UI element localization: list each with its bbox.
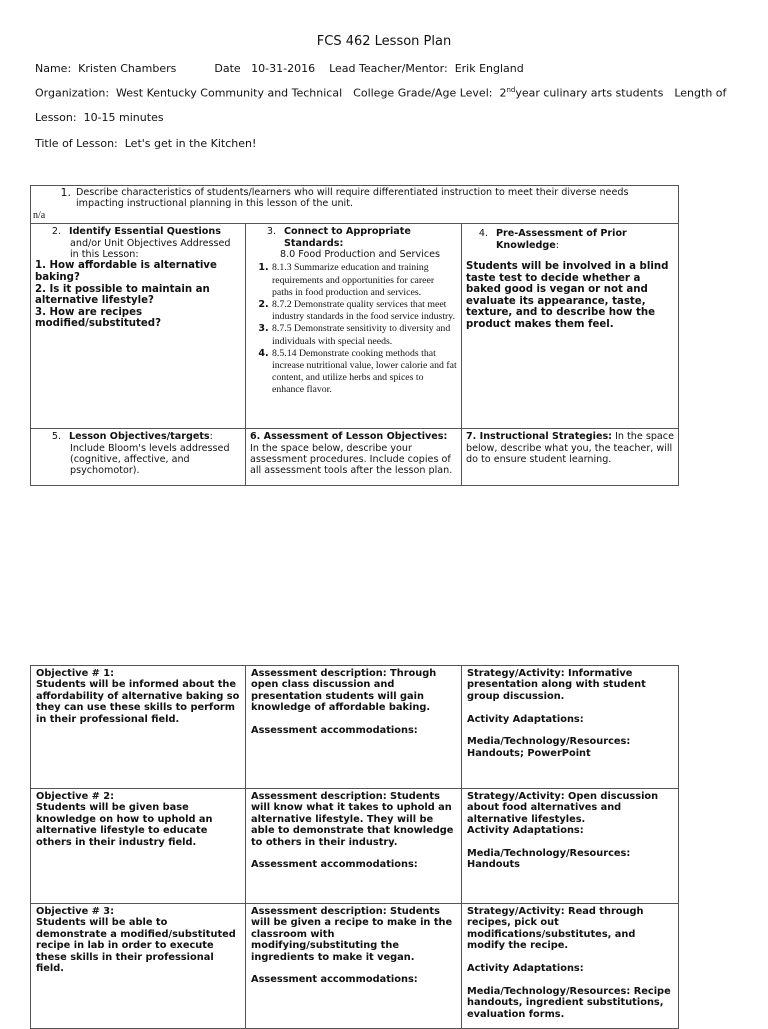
sections-2-4-row (31, 224, 679, 429)
name-date-line (35, 62, 524, 75)
standard-item: 2. 8.7.2 Demonstrate quality services that meet industry standards in the food service industry. (272, 299, 457, 323)
lesson-title-line (35, 137, 256, 150)
section-5-colon: : (209, 431, 213, 443)
mentor-name: Erik England (454, 62, 524, 75)
assessment-objectives-cell (246, 429, 462, 486)
section-4-title: Pre-Assessment of Prior Knowledge (496, 228, 627, 251)
section-3-subtitle: 8.0 Food Production and Services (280, 249, 441, 261)
standards-cell (246, 224, 462, 429)
assessment-description: Assessment description: Students will be given a recipe to make in the classroom with modifying/substituting the ingredients to make it vegan. (251, 906, 453, 963)
grade-superscript: nd (506, 86, 516, 94)
standard-item: 3. 8.7.5 Demonstrate sensitivity to diversity and individuals with special needs. (272, 323, 457, 347)
assessment-cell (246, 666, 462, 789)
media-resources: Media/Technology/Resources: Handouts; PowerPoint (467, 736, 631, 759)
lesson-label: Lesson: (35, 111, 77, 124)
section-4-number: 4. (478, 228, 488, 240)
organization-line (35, 86, 726, 100)
document-title: FCS 462 Lesson Plan (316, 34, 452, 49)
date-label: Date (214, 62, 241, 75)
essential-question-1: 1. How affordable is alternative baking? (35, 260, 217, 284)
section-2-number: 2. (51, 226, 61, 238)
objective-label: Objective # 1: (36, 668, 114, 679)
objective-cell (31, 789, 246, 904)
objective-text: Students will be given base knowledge on how to uphold an alternative lifestyle to educate others in their industry field. (36, 802, 213, 848)
section-5-title: Lesson Objectives/targets (69, 431, 210, 443)
lesson-title: Let's get in the Kitchen! (124, 137, 257, 150)
objectives-table (30, 665, 679, 1029)
assessment-description: Assessment description: Through open class discussion and presentation students will gain knowledge of affordable baking. (251, 668, 437, 714)
length-label: Length of (674, 86, 727, 100)
section-7-text: In the space below, describe what you, the teacher, will do to ensure student learning. (466, 431, 674, 466)
objective-label: Objective # 3: (36, 906, 114, 917)
grade-number: 2 (499, 86, 507, 100)
name-label: Name: (35, 62, 72, 75)
section-7-title: 7. Instructional Strategies: (466, 431, 613, 443)
student-name: Kristen Chambers (78, 62, 177, 75)
lesson-length: 10-15 minutes (83, 111, 164, 124)
assessment-accommodations: Assessment accommodations: (251, 974, 418, 986)
strategy-activity: Strategy/Activity: Informative presentation along with student group discussion. (467, 668, 646, 702)
strategy-activity: Strategy/Activity: Read through recipes, pick out modifications/substitutes, and modify the recipe. (467, 906, 644, 952)
lesson-length-line (35, 111, 164, 124)
instructional-strategies-cell (462, 429, 679, 486)
planning-table (30, 185, 679, 486)
date-value: 10-31-2016 (251, 62, 316, 75)
mentor-label: Lead Teacher/Mentor: (329, 62, 448, 75)
activity-adaptations: Activity Adaptations: (467, 963, 584, 975)
strategy-cell (462, 666, 679, 789)
objective-cell (31, 666, 246, 789)
assessment-description: Assessment description: Students will know what it takes to uphold an alternative lifestyle. They will be able to demonstrate that knowledge to others in their industry. (251, 791, 454, 848)
standard-item: 1. 8.1.3 Summarize education and training requirements and opportunities for career paths in food production and services. (272, 262, 457, 299)
objective-row (31, 666, 679, 789)
activity-adaptations: Activity Adaptations: (467, 825, 584, 837)
standards-list (250, 262, 457, 396)
section-4-colon: : (555, 239, 559, 251)
org-label: Organization: (35, 86, 110, 100)
section-1-text: Describe characteristics of students/learners who will require differentiated instruction to meet their diverse needs impacting instructional planning in this lesson of the unit. (76, 187, 629, 210)
org-value: West Kentucky Community and Technical (116, 86, 343, 100)
objective-label: Objective # 2: (36, 791, 114, 802)
strategy-cell (462, 789, 679, 904)
section-3-number: 3. (266, 226, 276, 238)
objective-row (31, 789, 679, 904)
assessment-accommodations: Assessment accommodations: (251, 859, 418, 871)
grade-label: College Grade/Age Level: (353, 86, 493, 100)
pre-assessment-text: Students will be involved in a blind taste test to decide whether a baked good is vegan or not and evaluate its appearance, taste, texture, and to describe how the product makes them feel. (466, 261, 669, 330)
strategy-cell (462, 904, 679, 1029)
objective-text: Students will be informed about the affordability of alternative baking so they can use these skills to perform in their professional field. (36, 679, 240, 725)
objective-text: Students will be able to demonstrate a modified/substituted recipe in lab in order to execute these skills in their professional field. (36, 917, 236, 975)
section-1-cell (31, 186, 679, 224)
section-2-subtitle: and/or Unit Objectives Addressed in this Lesson: (70, 237, 231, 261)
activity-adaptations: Activity Adaptations: (467, 713, 584, 725)
section-1-row (31, 186, 679, 224)
section-3-title: Connect to Appropriate Standards: (284, 226, 411, 249)
section-6-text: In the space below, describe your assessment procedures. Include copies of all assessment tools after the lesson plan. (250, 442, 453, 477)
assessment-cell (246, 789, 462, 904)
essential-question-2: 2. Is it possible to maintain an alternative lifestyle? (35, 283, 210, 307)
section-1-answer: n/a (33, 209, 46, 221)
section-1-number: 1. (60, 186, 71, 199)
section-5-text: Include Bloom's levels addressed (cognitive, affective, and psychomotor). (70, 442, 230, 477)
assessment-accommodations: Assessment accommodations: (251, 725, 418, 737)
sections-5-7-row (31, 429, 679, 486)
grade-rest: year culinary arts students (515, 86, 664, 100)
essential-questions-cell (31, 224, 246, 429)
standard-item: 4. 8.5.14 Demonstrate cooking methods that increase nutritional value, lower calorie and fat content, and utilize herbs and spices to enhance flavor. (272, 348, 457, 397)
essential-question-3: 3. How are recipes modified/substituted? (35, 306, 162, 330)
section-2-title: Identify Essential Questions (69, 226, 221, 238)
media-resources: Media/Technology/Resources: Recipe handouts, ingredient substitutions, evaluation forms. (467, 985, 671, 1020)
objective-cell (31, 904, 246, 1029)
section-6-title: 6. Assessment of Lesson Objectives: (250, 431, 448, 443)
lesson-title-label: Title of Lesson: (35, 137, 118, 150)
objective-row (31, 904, 679, 1029)
section-5-number: 5. (51, 431, 61, 443)
strategy-activity: Strategy/Activity: Open discussion about food alternatives and alternative lifestyles. (467, 791, 659, 825)
lesson-objectives-cell (31, 429, 246, 486)
pre-assessment-cell (462, 224, 679, 429)
media-resources: Media/Technology/Resources: Handouts (467, 848, 631, 871)
assessment-cell (246, 904, 462, 1029)
